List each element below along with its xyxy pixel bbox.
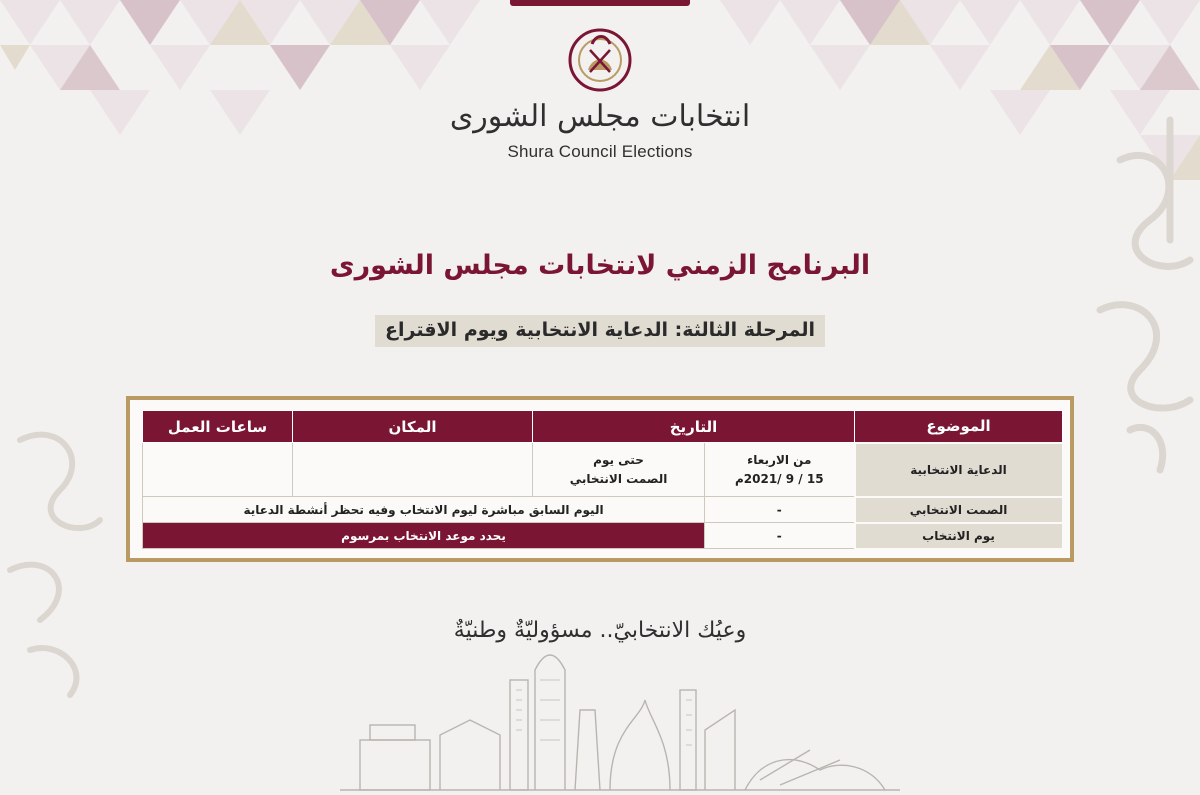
row1-date-from <box>705 443 855 497</box>
row2-topic: الصمت الانتخابي <box>855 497 1063 523</box>
header-date: التاريخ <box>533 411 855 443</box>
row1-hours <box>143 443 293 497</box>
header-topic: الموضوع <box>855 411 1063 443</box>
page-title: البرنامج الزمني لانتخابات مجلس الشورى <box>329 250 871 281</box>
header-place: المكان <box>293 411 533 443</box>
row2-description: اليوم السابق مباشرة ليوم الانتخاب وفيه تحظر أنشطة الدعاية <box>143 497 705 523</box>
logo-arabic-text: انتخابات مجلس الشورى <box>449 99 751 134</box>
row2-date: - <box>705 497 855 523</box>
row1-date-from-line1: من الاربعاء <box>747 452 812 467</box>
logo-english-text: Shura Council Elections <box>507 142 693 161</box>
table-row <box>143 443 1063 497</box>
row3-description: يحدد موعد الانتخاب بمرسوم <box>143 523 705 549</box>
row1-topic: الدعاية الانتخابية <box>855 443 1063 497</box>
row1-date-from-line2: 15 / 9 /2021م <box>734 471 824 486</box>
row1-date-to <box>533 443 705 497</box>
table-row <box>143 523 1063 549</box>
doha-skyline-illustration <box>340 640 900 795</box>
calligraphy-decoration-left <box>0 400 120 700</box>
row1-date-to-line1: حتى يوم <box>593 452 644 467</box>
schedule-table <box>142 410 1064 550</box>
phase-subtitle: المرحلة الثالثة: الدعاية الانتخابية ويوم الاقتراع <box>375 315 825 347</box>
schedule-table-frame <box>126 396 1074 562</box>
subtitle-wrap <box>0 315 1200 347</box>
header-hours: ساعات العمل <box>143 411 293 443</box>
logo-block <box>0 20 1200 180</box>
slogan: وعيُك الانتخابيّ.. مسؤوليّةٌ وطنيّةٌ <box>453 618 747 643</box>
row1-place <box>293 443 533 497</box>
table-header-row <box>143 411 1063 443</box>
row1-date-to-line2: الصمت الانتخابي <box>569 471 668 486</box>
row3-topic: يوم الانتخاب <box>855 523 1063 549</box>
qatar-emblem-icon <box>562 20 638 96</box>
table-row <box>143 497 1063 523</box>
row3-date: - <box>705 523 855 549</box>
